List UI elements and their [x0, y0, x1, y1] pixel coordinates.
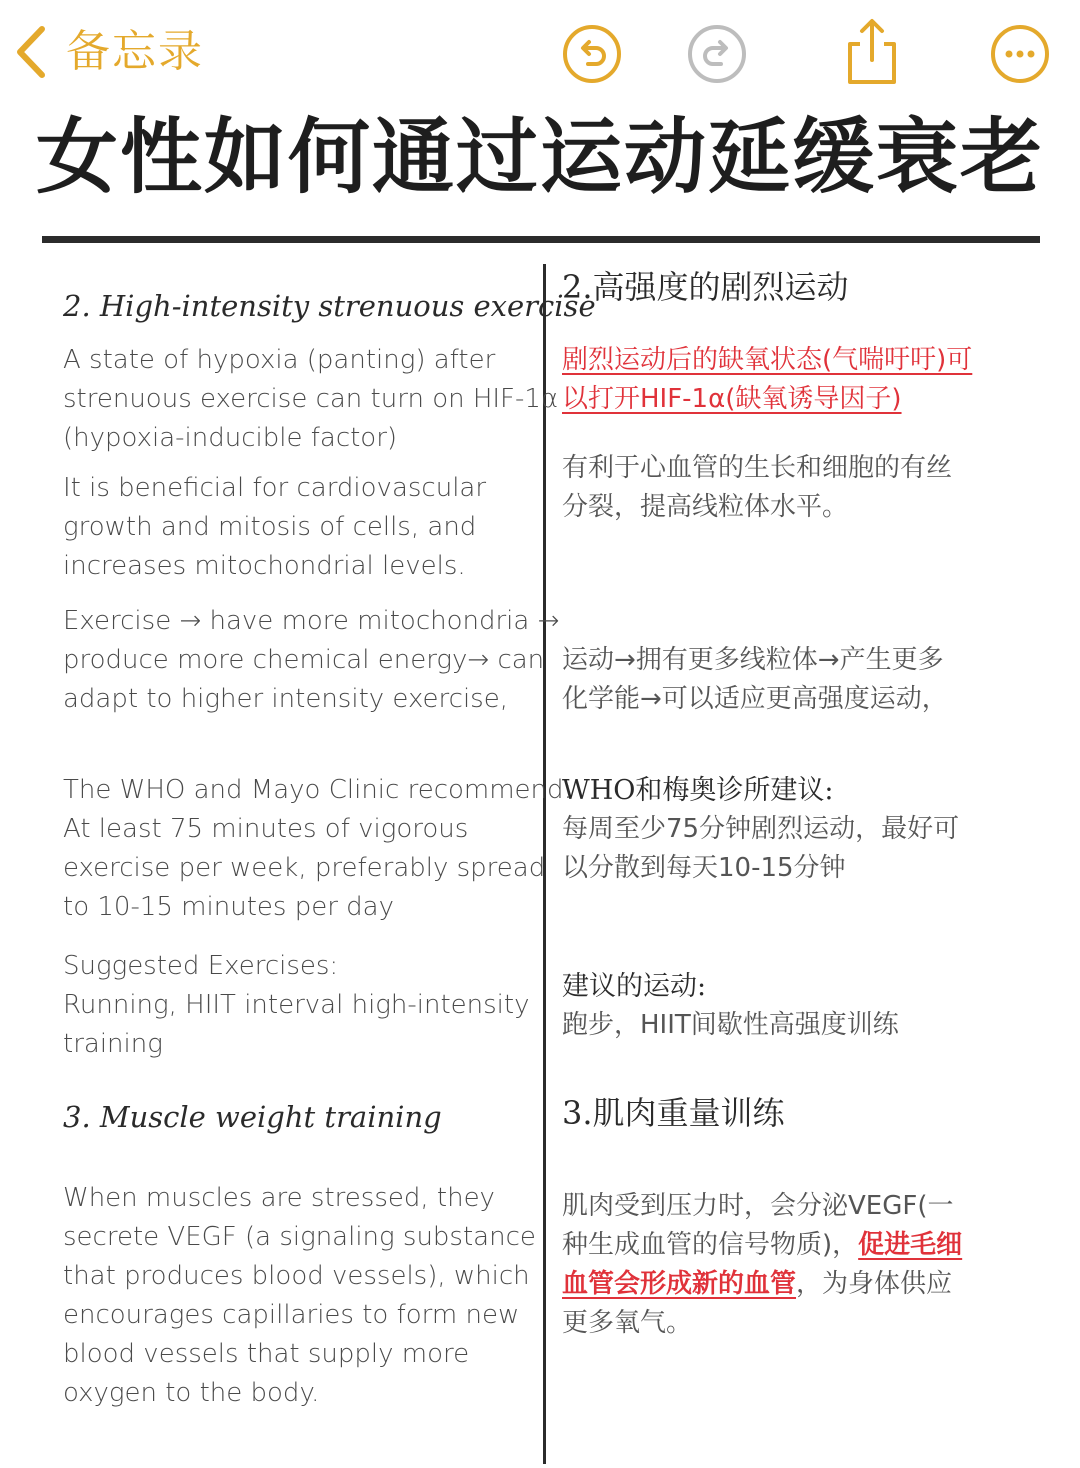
- text-line: growth and mitosis of cells, and: [63, 512, 477, 542]
- toolbar: [0, 0, 1080, 110]
- text-line: A state of hypoxia (panting) after: [63, 345, 496, 375]
- text-line: 跑步，HIIT间歇性高强度训练: [562, 1010, 899, 1040]
- text-line: blood vessels that supply more: [63, 1339, 470, 1369]
- left-heading-3: 3. Muscle weight training: [63, 1100, 442, 1134]
- highlighted-text: 促进毛细: [858, 1230, 963, 1260]
- text-line: At least 75 minutes of vigorous: [63, 814, 469, 844]
- text-line: 更多氧气。: [562, 1308, 693, 1338]
- more-icon: [990, 24, 1050, 84]
- right-paragraph-6: [562, 1187, 962, 1343]
- right-paragraph-5: [562, 1006, 899, 1045]
- right-heading-2: 2.高强度的剧烈运动: [562, 268, 849, 306]
- text-line: that produces blood vessels), which: [63, 1261, 530, 1291]
- text-line: 化学能→可以适应更高强度运动，: [562, 684, 948, 714]
- left-paragraph-5: [63, 947, 529, 1064]
- highlighted-text-line: 以打开HIF-1α(缺氧诱导因子): [562, 384, 902, 414]
- left-paragraph-6: [63, 1179, 536, 1413]
- right-paragraph-2: [562, 449, 952, 527]
- text-line: adapt to higher intensity exercise,: [63, 684, 508, 714]
- left-heading-2: 2. High-intensity strenuous exercise: [63, 289, 596, 323]
- right-paragraph-4: [562, 810, 959, 888]
- text-line: 每周至少75分钟剧烈运动，最好可: [562, 814, 960, 844]
- right-subheading-exercises: 建议的运动:: [562, 971, 707, 1002]
- right-subheading-who: WHO和梅奥诊所建议:: [562, 775, 834, 806]
- text-line: 运动→拥有更多线粒体→产生更多: [562, 645, 944, 675]
- text-line: strenuous exercise can turn on HIF-1α: [63, 384, 559, 414]
- right-heading-3: 3.肌肉重量训练: [562, 1094, 785, 1132]
- text-line: oxygen to the body.: [63, 1378, 320, 1408]
- title-divider: [42, 236, 1040, 243]
- text-segment: ，为身体供应: [796, 1269, 953, 1299]
- share-button[interactable]: [842, 16, 902, 86]
- text-line: exercise per week, preferably spread: [63, 853, 546, 883]
- left-paragraph-4: [63, 771, 572, 927]
- undo-icon: [562, 24, 622, 84]
- text-line: Exercise → have more mitochondria →: [63, 606, 560, 636]
- text-line: Running, HIIT interval high-intensity: [63, 990, 530, 1020]
- text-line: 以分散到每天10-15分钟: [562, 853, 846, 883]
- left-paragraph-1: [63, 341, 558, 458]
- text-line: 肌肉受到压力时，会分泌VEGF(一: [562, 1191, 954, 1221]
- text-line: to 10-15 minutes per day: [63, 892, 394, 922]
- text-line: [562, 1265, 962, 1304]
- text-line: When muscles are stressed, they: [63, 1183, 495, 1213]
- chevron-left-icon: [14, 23, 48, 81]
- left-paragraph-3: [63, 602, 559, 719]
- back-button[interactable]: [14, 22, 204, 82]
- text-line: 有利于心血管的生长和细胞的有丝: [562, 453, 953, 483]
- text-line: secrete VEGF (a signaling substance: [63, 1222, 536, 1252]
- note-title: 女性如何通过运动延缓衰老: [35, 110, 1044, 205]
- text-line: It is beneficial for cardiovascular: [63, 473, 487, 503]
- text-line: encourages capillaries to form new: [63, 1300, 520, 1330]
- share-icon: [842, 16, 902, 86]
- text-segment: 种生成血管的信号物质)，: [562, 1230, 859, 1260]
- highlighted-text-line: 剧烈运动后的缺氧状态(气喘吁吁)可: [562, 345, 973, 375]
- back-label: 备忘录: [66, 26, 204, 77]
- undo-button[interactable]: [562, 24, 622, 84]
- redo-button[interactable]: [687, 24, 747, 84]
- text-line: 分裂，提高线粒体水平。: [562, 492, 849, 522]
- right-paragraph-3: [562, 641, 948, 719]
- left-paragraph-2: [63, 469, 486, 586]
- text-line: increases mitochondrial levels.: [63, 551, 466, 581]
- right-paragraph-1: [562, 341, 972, 419]
- text-line: produce more chemical energy→ can: [63, 645, 545, 675]
- text-line: Suggested Exercises:: [63, 951, 339, 981]
- redo-icon: [687, 24, 747, 84]
- text-line: The WHO and Mayo Clinic recommend:: [63, 775, 573, 805]
- more-button[interactable]: [990, 24, 1050, 84]
- highlighted-text: 血管会形成新的血管: [562, 1269, 797, 1299]
- text-line: [562, 1226, 962, 1265]
- text-line: training: [63, 1029, 163, 1059]
- text-line: (hypoxia-inducible factor): [63, 423, 398, 453]
